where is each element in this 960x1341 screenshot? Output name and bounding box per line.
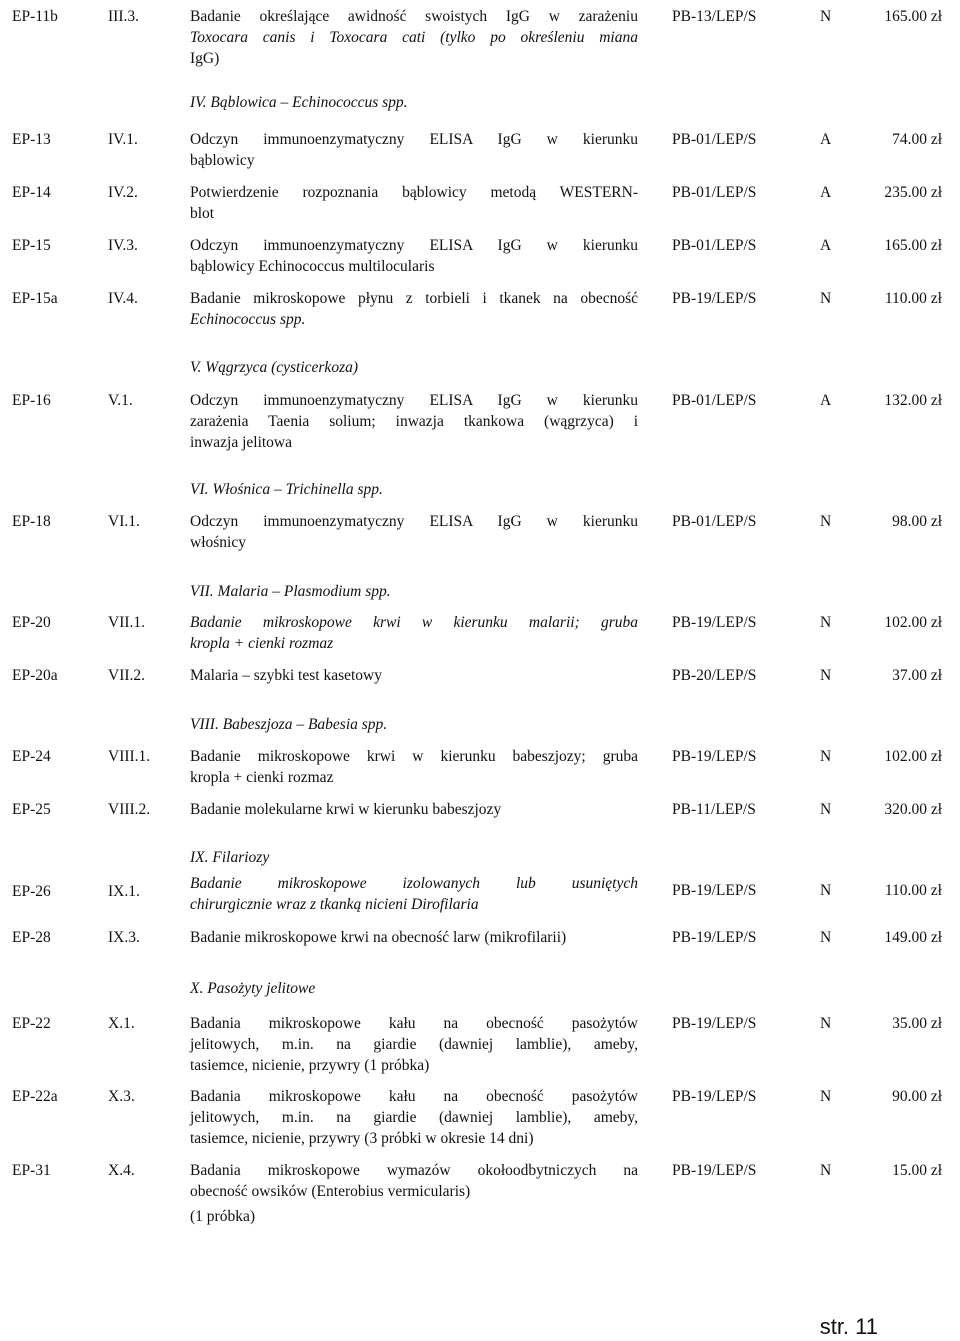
test-price: 132.00 zł [884, 392, 942, 409]
test-type: N [820, 667, 832, 684]
test-number: VIII.2. [108, 801, 151, 818]
test-price: 149.00 zł [884, 929, 942, 946]
test-name [190, 288, 638, 330]
test-type: A [820, 237, 832, 254]
procedure-code: PB-19/LEP/S [672, 1015, 757, 1032]
test-code: EP-20a [12, 667, 58, 684]
test-name-line: zarażenia Taenia solium; inwazja tkankowa (wągrzyca) i [190, 413, 638, 430]
test-name [190, 799, 638, 820]
test-type: N [820, 290, 832, 307]
test-name-line: Toxocara canis i Toxocara cati (tylko po określeniu miana [190, 29, 638, 46]
test-price: 74.00 zł [892, 131, 942, 148]
test-name-line: Odczyn immunoenzymatyczny ELISA IgG w kierunku [190, 131, 638, 148]
test-type: A [820, 392, 832, 409]
procedure-code: PB-19/LEP/S [672, 290, 757, 307]
procedure-code: PB-19/LEP/S [672, 882, 757, 899]
test-name-line: Badania mikroskopowe kału na obecność pasożytów [190, 1015, 638, 1032]
test-type: N [820, 614, 832, 631]
section-title: X. Pasożyty jelitowe [190, 980, 316, 997]
test-number: X.1. [108, 1015, 135, 1032]
test-name-line: bąblowicy [190, 152, 255, 169]
test-code: EP-11b [12, 8, 58, 25]
test-name [190, 511, 638, 553]
test-name [190, 235, 638, 277]
test-code: EP-25 [12, 801, 51, 818]
page-number: str. 11 [819, 1314, 878, 1339]
procedure-code: PB-11/LEP/S [672, 801, 756, 818]
test-name [190, 1086, 638, 1149]
test-name-line: włośnicy [190, 534, 246, 551]
section-title: VII. Malaria – Plasmodium spp. [190, 583, 391, 600]
test-price: 102.00 zł [884, 748, 942, 765]
test-code: EP-24 [12, 748, 51, 765]
test-name-line: tasiemce, nicienie, przywry (1 próbka) [190, 1057, 430, 1074]
section-title: VIII. Babeszjoza – Babesia spp. [190, 716, 388, 733]
test-name [190, 665, 638, 686]
procedure-code: PB-01/LEP/S [672, 131, 757, 148]
procedure-code: PB-01/LEP/S [672, 184, 757, 201]
test-name-line: jelitowych, m.in. na giardie (dawniej lamblie), ameby, [190, 1109, 638, 1126]
test-number: IV.3. [108, 237, 138, 254]
test-type: N [820, 801, 832, 818]
test-name-line: Odczyn immunoenzymatyczny ELISA IgG w kierunku [190, 392, 638, 409]
test-name-line: chirurgicznie wraz z tkanką nicieni Dirofilaria [190, 896, 479, 913]
test-name-line: Badanie określające awidność swoistych IgG w zarażeniu [190, 8, 638, 25]
test-number: VIII.1. [108, 748, 151, 765]
test-price: 320.00 zł [884, 801, 942, 818]
test-code: EP-15a [12, 290, 58, 307]
test-name-line: jelitowych, m.in. na giardie (dawniej lamblie), ameby, [190, 1036, 638, 1053]
test-number: VI.1. [108, 513, 140, 530]
test-name-line: (1 próbka) [190, 1208, 255, 1225]
test-name-line: bąblowicy Echinococcus multilocularis [190, 258, 435, 275]
test-price: 110.00 zł [884, 290, 942, 307]
test-number: VII.2. [108, 667, 146, 684]
test-type: N [820, 882, 832, 899]
test-name-line: Badania mikroskopowe kału na obecność pasożytów [190, 1088, 638, 1105]
test-type: A [820, 184, 832, 201]
test-code: EP-28 [12, 929, 51, 946]
test-code: EP-14 [12, 184, 51, 201]
test-type: N [820, 748, 832, 765]
section-title: VI. Włośnica – Trichinella spp. [190, 481, 383, 498]
procedure-code: PB-20/LEP/S [672, 667, 757, 684]
test-price: 35.00 zł [892, 1015, 942, 1032]
test-price: 90.00 zł [892, 1088, 942, 1105]
procedure-code: PB-01/LEP/S [672, 392, 757, 409]
procedure-code: PB-19/LEP/S [672, 614, 757, 631]
test-code: EP-22a [12, 1088, 58, 1105]
test-name [190, 182, 638, 224]
test-price: 15.00 zł [892, 1162, 942, 1179]
test-code: EP-31 [12, 1162, 51, 1179]
test-name [190, 390, 638, 453]
test-name [190, 927, 660, 948]
test-type: N [820, 929, 832, 946]
test-name-line: blot [190, 205, 215, 222]
test-number: VII.1. [108, 614, 146, 631]
test-name-line: Odczyn immunoenzymatyczny ELISA IgG w kierunku [190, 237, 638, 254]
test-name-line: tasiemce, nicienie, przywry (3 próbki w okresie 14 dni) [190, 1130, 534, 1147]
procedure-code: PB-13/LEP/S [672, 8, 757, 25]
test-name [190, 6, 638, 69]
test-name-line: inwazja jelitowa [190, 434, 292, 451]
test-name [190, 612, 638, 654]
test-code: EP-26 [12, 883, 51, 900]
section-title: IX. Filariozy [190, 849, 270, 866]
test-name-line: Potwierdzenie rozpoznania bąblowicy metodą WESTERN- [190, 184, 638, 201]
test-price: 37.00 zł [892, 667, 942, 684]
test-price: 102.00 zł [884, 614, 942, 631]
procedure-code: PB-19/LEP/S [672, 1162, 757, 1179]
test-type: N [820, 513, 832, 530]
test-type: N [820, 1162, 832, 1179]
test-name-line: Badanie mikroskopowe izolowanych lub usuniętych [190, 875, 638, 892]
test-name-line: Badanie molekularne krwi w kierunku babeszjozy [190, 801, 502, 818]
test-code: EP-18 [12, 513, 51, 530]
test-name [190, 1013, 638, 1076]
test-name-line: obecność owsików (Enterobius vermicularis) [190, 1183, 471, 1200]
test-name [190, 129, 638, 171]
test-number: V.1. [108, 392, 133, 409]
test-code: EP-16 [12, 392, 51, 409]
test-price: 165.00 zł [884, 8, 942, 25]
test-name-line: Badania mikroskopowe wymazów okołoodbytniczych na [190, 1162, 638, 1179]
test-code: EP-20 [12, 614, 51, 631]
procedure-code: PB-01/LEP/S [672, 513, 757, 530]
section-title: IV. Bąblowica – Echinococcus spp. [190, 94, 408, 111]
test-name [190, 873, 638, 915]
test-name-line: Malaria – szybki test kasetowy [190, 667, 382, 684]
test-type: N [820, 8, 832, 25]
test-name-line: Echinococcus spp. [190, 311, 306, 328]
test-name-line: Badanie mikroskopowe płynu z torbieli i tkanek na obecność [190, 290, 638, 307]
procedure-code: PB-19/LEP/S [672, 929, 757, 946]
test-number: X.3. [108, 1088, 135, 1105]
test-name-line: Badanie mikroskopowe krwi w kierunku malarii; gruba [190, 614, 638, 631]
test-price: 165.00 zł [884, 237, 942, 254]
test-type: N [820, 1088, 832, 1105]
test-number: IV.2. [108, 184, 138, 201]
test-number: IX.1. [108, 883, 140, 900]
test-name-line: kropla + cienki rozmaz [190, 635, 334, 652]
test-number: IV.4. [108, 290, 138, 307]
test-name-line: Odczyn immunoenzymatyczny ELISA IgG w kierunku [190, 513, 638, 530]
procedure-code: PB-19/LEP/S [672, 1088, 757, 1105]
test-type: A [820, 131, 832, 148]
test-number: IX.3. [108, 929, 140, 946]
section-title: V. Wągrzyca (cysticerkoza) [190, 359, 359, 376]
test-type: N [820, 1015, 832, 1032]
test-code: EP-22 [12, 1015, 51, 1032]
procedure-code: PB-01/LEP/S [672, 237, 757, 254]
test-number: III.3. [108, 8, 139, 25]
test-code: EP-15 [12, 237, 51, 254]
test-name [190, 1160, 638, 1227]
test-name-line: Badanie mikroskopowe krwi na obecność larw (mikrofilarii) [190, 929, 567, 946]
test-name-line: kropla + cienki rozmaz [190, 769, 334, 786]
test-code: EP-13 [12, 131, 51, 148]
test-number: IV.1. [108, 131, 138, 148]
test-name-line: Badanie mikroskopowe krwi w kierunku babeszjozy; gruba [190, 748, 638, 765]
test-number: X.4. [108, 1162, 135, 1179]
procedure-code: PB-19/LEP/S [672, 748, 757, 765]
test-price: 98.00 zł [892, 513, 942, 530]
test-price: 110.00 zł [884, 882, 942, 899]
test-price: 235.00 zł [884, 184, 942, 201]
test-name-line: IgG) [190, 50, 220, 67]
test-name [190, 746, 638, 788]
